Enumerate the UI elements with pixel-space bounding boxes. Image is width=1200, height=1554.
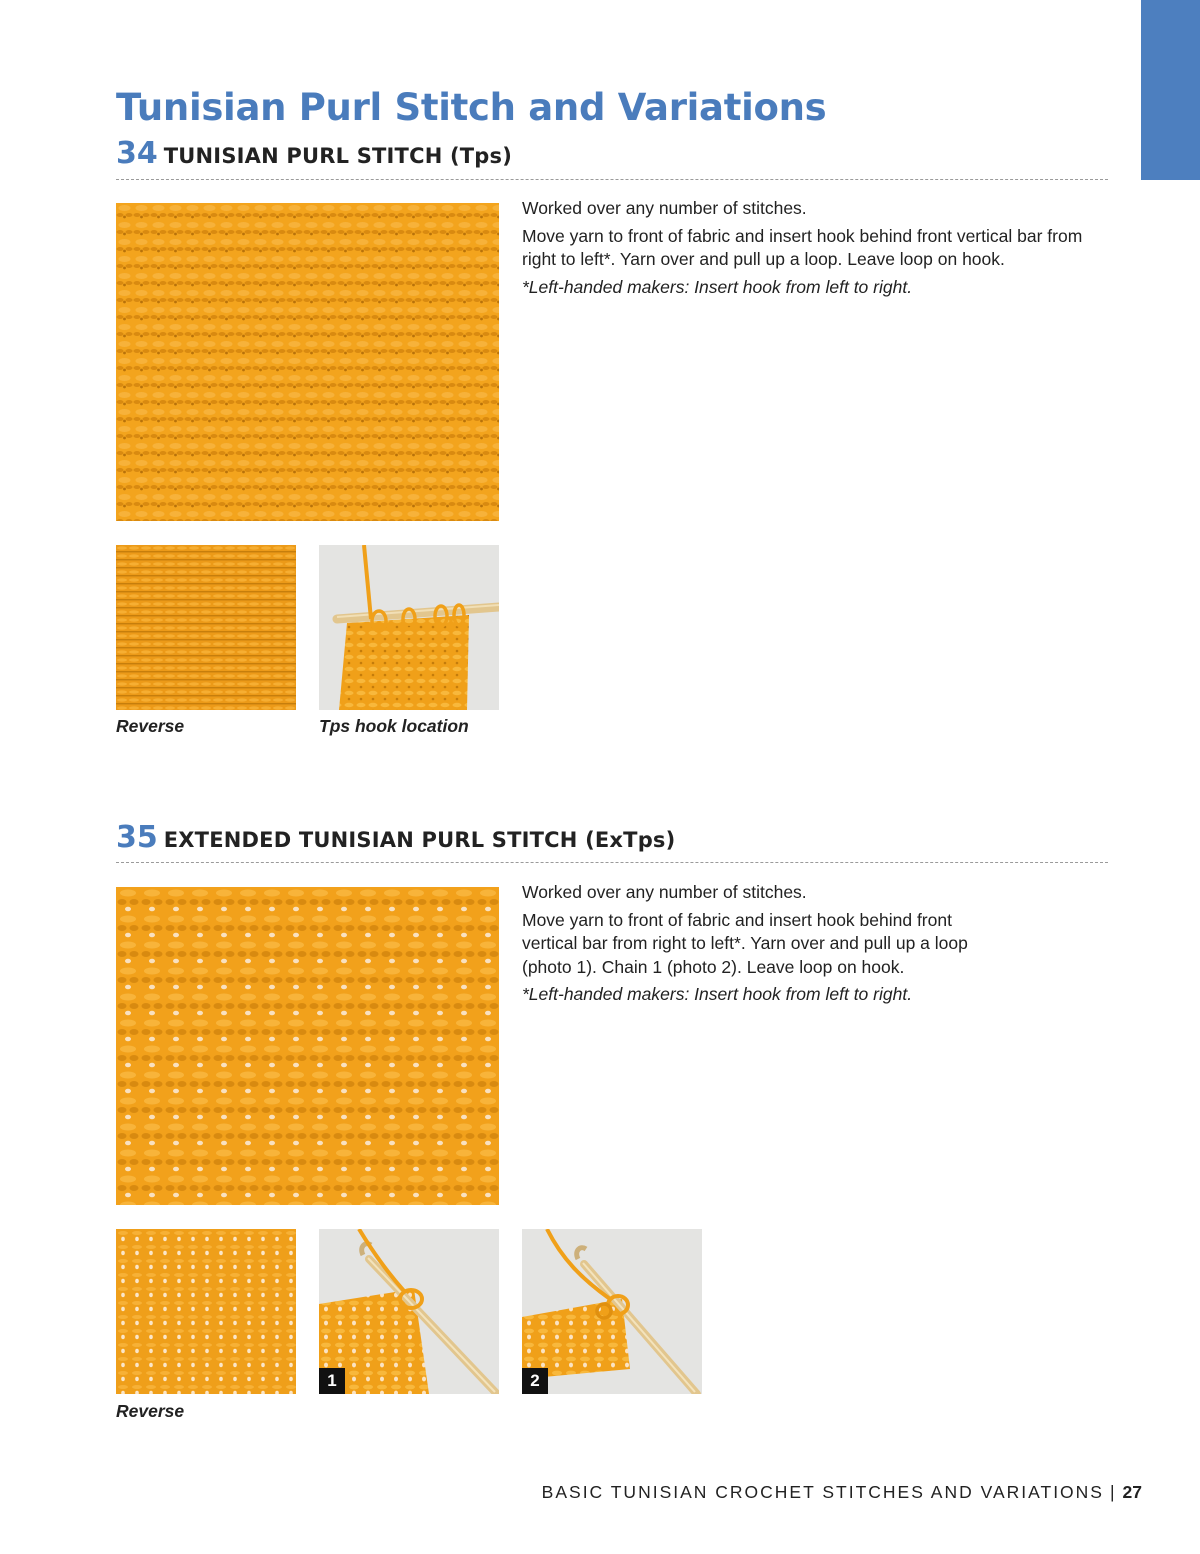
extps-step-2-photo — [522, 1229, 702, 1394]
description-paragraph: Worked over any number of stitches. — [522, 882, 807, 902]
section-34-heading — [116, 136, 512, 171]
section-35-heading — [116, 820, 675, 855]
extps-swatch-photo — [116, 887, 499, 1205]
section-34-description — [522, 197, 1092, 303]
reverse-caption: Reverse — [116, 716, 185, 736]
extps-step-1-photo — [319, 1229, 499, 1394]
page-number: 27 — [1122, 1482, 1142, 1502]
tps-hook-location-photo — [319, 545, 499, 710]
photo-number-badge: 1 — [319, 1368, 345, 1394]
hook-location-caption: Tps hook location — [319, 716, 469, 736]
chapter-tab — [1141, 0, 1200, 180]
page-footer — [542, 1482, 1142, 1503]
footer-separator: | — [1109, 1482, 1115, 1502]
description-paragraph: Move yarn to front of fabric and insert hook behind front vertical bar from right to left*. Yarn over and pull up a loop (photo 1). Chain 1 (photo 2). Leave loop on hook. — [522, 909, 968, 977]
tps-reverse-photo — [116, 545, 296, 710]
page-title: Tunisian Purl Stitch and Variations — [116, 86, 827, 129]
section-title: TUNISIAN PURL STITCH (Tps) — [163, 144, 513, 168]
section-title: EXTENDED TUNISIAN PURL STITCH (ExTps) — [163, 828, 676, 852]
extps-reverse-photo — [116, 1229, 296, 1394]
tps-swatch-photo — [116, 203, 499, 521]
section-number: 35 — [116, 820, 158, 855]
section-35-description — [522, 881, 1092, 1011]
section-number: 34 — [116, 136, 158, 171]
running-head: BASIC TUNISIAN CROCHET STITCHES AND VARIATIONS — [541, 1482, 1104, 1502]
section-divider — [116, 179, 1108, 180]
reverse-caption: Reverse — [116, 1401, 185, 1421]
left-handed-note: *Left-handed makers: Insert hook from left to right. — [522, 984, 913, 1004]
photo-number-badge: 2 — [522, 1368, 548, 1394]
left-handed-note: *Left-handed makers: Insert hook from left to right. — [522, 276, 913, 297]
description-paragraph: Worked over any number of stitches. — [522, 198, 807, 218]
description-paragraph: Move yarn to front of fabric and insert hook behind front vertical bar from right to left*. Yarn over and pull up a loop. Leave loop on hook. — [522, 225, 1083, 269]
section-divider — [116, 862, 1108, 863]
